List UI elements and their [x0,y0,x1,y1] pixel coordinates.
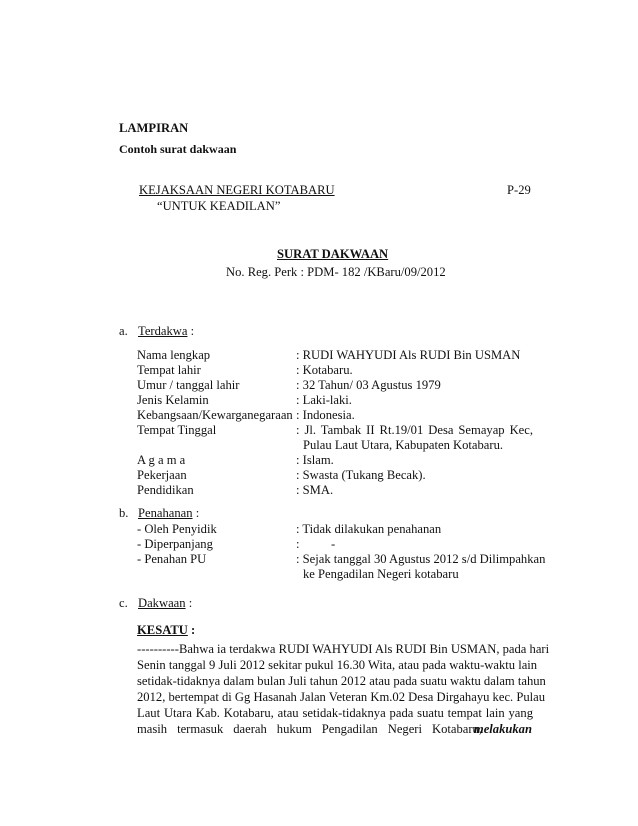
terdakwa-value: : Islam. [296,453,334,467]
section-a-marker: a. [119,324,128,338]
terdakwa-label: A g a m a [137,453,186,467]
terdakwa-label: Pendidikan [137,483,194,497]
terdakwa-label: Jenis Kelamin [137,393,209,407]
terdakwa-label: Pekerjaan [137,468,187,482]
terdakwa-value: : Jl. Tambak II Rt.19/01 Desa Semayap Kec, [296,423,533,437]
kesatu-block [137,623,195,638]
terdakwa-value: : RUDI WAHYUDI Als RUDI Bin USMAN [296,348,521,362]
penahanan-value: : - [296,537,336,551]
section-penahanan [138,506,199,521]
section-terdakwa-heading: Terdakwa [138,324,188,338]
terdakwa-value: : Swasta (Tukang Becak). [296,468,426,482]
contoh-subheading: Contoh surat dakwaan [119,142,237,156]
section-dakwaan [138,596,192,611]
terdakwa-label: Umur / tanggal lahir [137,378,240,392]
document-title: SURAT DAKWAAN [277,247,389,261]
section-penahanan-colon: : [195,506,200,520]
registration-number: No. Reg. Perk : PDM- 182 /KBaru/09/2012 [226,265,446,279]
terdakwa-value: : Kotabaru. [296,363,353,377]
terdakwa-value: : Laki-laki. [296,393,352,407]
section-dakwaan-heading: Dakwaan [138,596,186,610]
penahanan-value: : Sejak tanggal 30 Agustus 2012 s/d Dilimpahkan [296,552,546,566]
terdakwa-value: : 32 Tahun/ 03 Agustus 1979 [296,378,441,392]
penahanan-value: : Tidak dilakukan penahanan [296,522,442,536]
section-c-marker: c. [119,596,128,610]
terdakwa-label: Kebangsaan/Kewarganegaraan [137,408,293,422]
document-code: P-29 [507,183,531,197]
lampiran-heading: LAMPIRAN [119,121,189,135]
terdakwa-label: Tempat Tinggal [137,423,217,437]
agency-motto: “UNTUK KEADILAN” [157,199,281,213]
penahanan-value: ke Pengadilan Negeri kotabaru [303,567,459,581]
kesatu-heading: KESATU [137,623,188,637]
terdakwa-label: Nama lengkap [137,348,211,362]
dakwaan-paragraph-line: setidak-tidaknya dalam bulan Juli tahun 2012 atau pada suatu waktu dalam tahun [137,674,546,688]
penahanan-label: - Diperpanjang [137,537,213,551]
penahanan-label: - Penahan PU [137,552,207,566]
terdakwa-label: Tempat lahir [137,363,201,377]
dakwaan-paragraph-line: Senin tanggal 9 Juli 2012 sekitar pukul 16.30 Wita, atau pada waktu-waktu lain [137,658,538,672]
section-penahanan-heading: Penahanan [138,506,193,520]
section-terdakwa-colon: : [190,324,195,338]
penahanan-label: - Oleh Penyidik [137,522,217,536]
section-dakwaan-colon: : [188,596,193,610]
dakwaan-paragraph-line: Laut Utara Kab. Kotabaru, atau setidak-tidaknya pada suatu tempat lain yang [137,706,533,720]
dakwaan-emphasis-word: melakukan [473,722,532,736]
section-b-marker: b. [119,506,129,520]
agency-name: KEJAKSAAN NEGERI KOTABARU [139,183,335,197]
dakwaan-paragraph-line: masih termasuk daerah hukum Pengadilan Negeri Kotabaru, [137,722,482,736]
terdakwa-value: : Indonesia. [296,408,355,422]
dakwaan-paragraph-line: 2012, bertempat di Gg Hasanah Jalan Veteran Km.02 Desa Dirgahayu kec. Pulau [137,690,546,704]
section-terdakwa [138,324,194,339]
dakwaan-paragraph-line: ----------Bahwa ia terdakwa RUDI WAHYUDI Als RUDI Bin USMAN, pada hari [137,642,550,656]
terdakwa-value: Pulau Laut Utara, Kabupaten Kotabaru. [303,438,504,452]
terdakwa-value: : SMA. [296,483,334,497]
kesatu-colon: : [191,623,196,637]
